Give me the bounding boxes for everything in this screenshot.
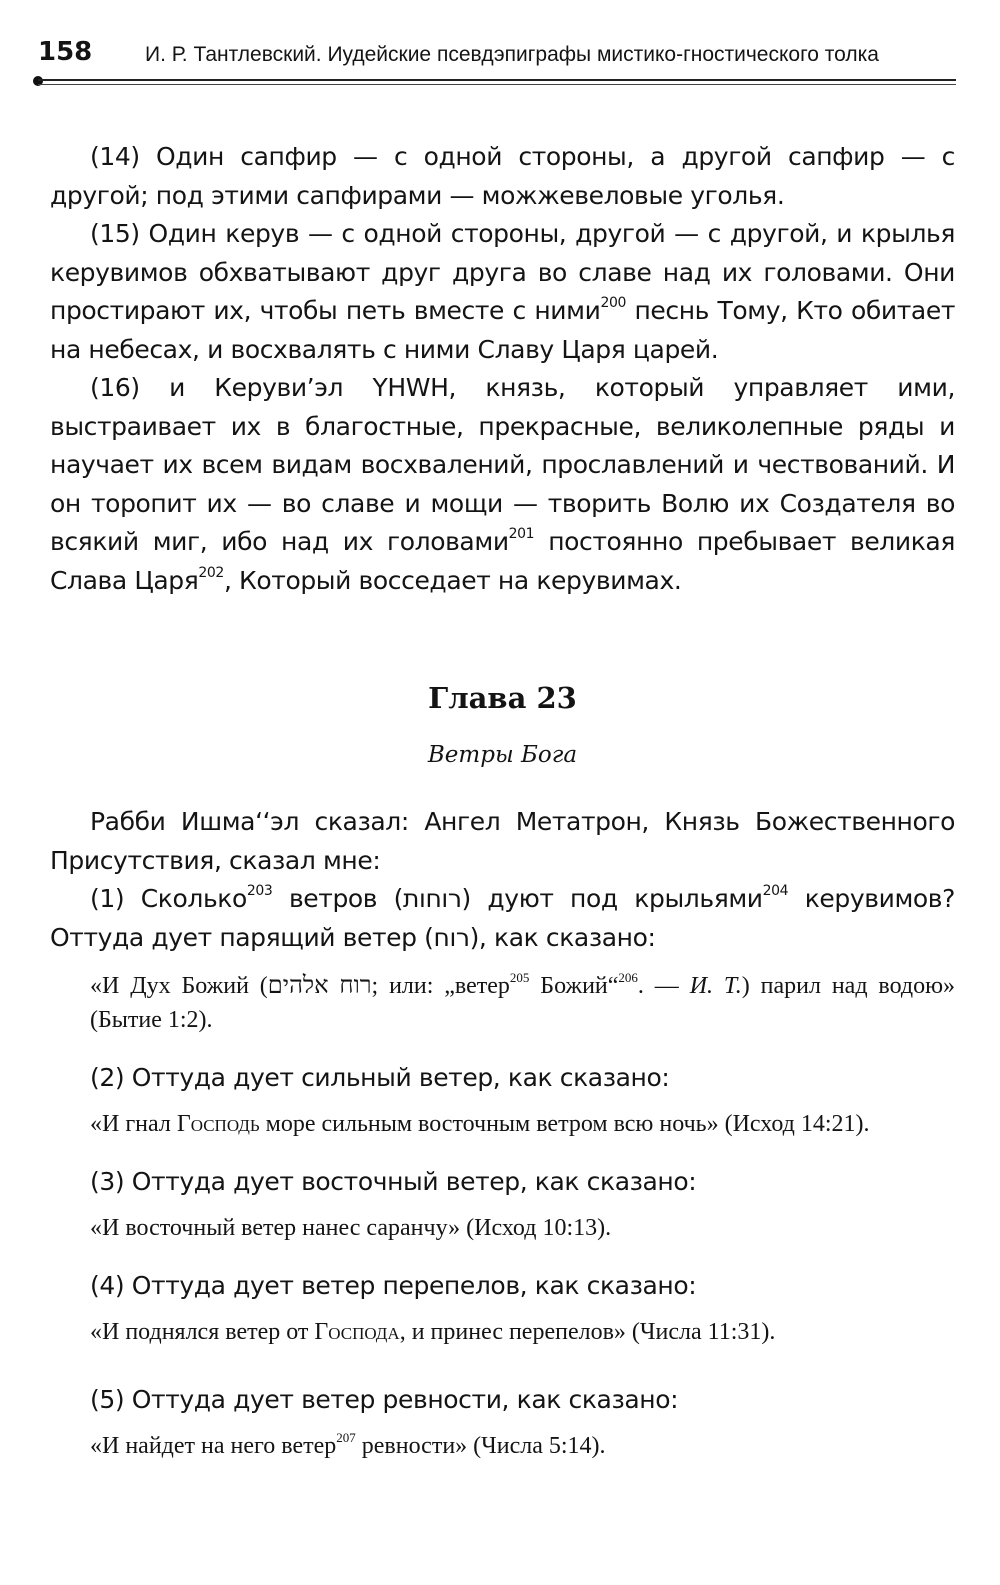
author-initials: И. Т. bbox=[689, 973, 742, 999]
quote-text: . — bbox=[637, 973, 690, 999]
footnote-ref[interactable]: 203 bbox=[246, 883, 273, 899]
paragraph-text: ветров (רוחות) дуют под крыльями bbox=[272, 884, 763, 913]
verse-5: (5) Оттуда дует ветер ревности, как сказано: bbox=[90, 1385, 679, 1414]
running-head: И. Р. Тантлевский. Иудейские псевдэпиграфы мистико-гностического толка bbox=[145, 43, 879, 66]
verse-3: (3) Оттуда дует восточный ветер, как сказано: bbox=[90, 1167, 697, 1196]
verse-1 bbox=[50, 880, 955, 957]
verse-2: (2) Оттуда дует сильный ветер, как сказано: bbox=[90, 1063, 670, 1092]
chapter-subtitle: Ветры Бога bbox=[427, 742, 578, 768]
header-rule-thin bbox=[38, 84, 956, 85]
quote-4 bbox=[50, 1315, 955, 1349]
paragraph-text: (16) и Керуви’эл YHWH, князь, который управляет ими, выстраивает их в благостные, прекрасные, великолепные ряды и научает их всем видам восхвалений, прославлений и чествований. И он торопит их — во славе и мощи — творить Волю их Создателя во всякий миг, ибо над их головами bbox=[50, 373, 955, 556]
quote-text: , и принес перепелов» (Числа 11:31). bbox=[399, 1319, 776, 1345]
paragraph-text: (1) Сколько bbox=[90, 884, 247, 913]
intro-paragraph bbox=[50, 803, 955, 880]
verse-4: (4) Оттуда дует ветер перепелов, как сказано: bbox=[90, 1271, 697, 1300]
header-rule bbox=[38, 79, 956, 81]
quote-text: ревности» (Числа 5:14). bbox=[355, 1433, 606, 1459]
footnote-ref[interactable]: 205 bbox=[509, 970, 530, 985]
paragraph-text: (15) Один керув — с одной стороны, другой — с другой, и крылья керувимов обхватывают друг друга во славе над их головами. Они простирают их, чтобы петь вместе с ними bbox=[50, 219, 955, 325]
page-number: 158 bbox=[38, 37, 93, 67]
paragraph-text: керувимов? Оттуда дует парящий ветер (רוח), как сказано: bbox=[50, 884, 955, 952]
quote-3: «И восточный ветер нанес саранчу» (Исход 10:13). bbox=[90, 1215, 612, 1241]
quote-1 bbox=[50, 969, 955, 1037]
quote-text: «И гнал bbox=[90, 1111, 177, 1137]
divine-name: Господа bbox=[314, 1319, 400, 1345]
paragraph-text: , Который восседает на керувимах. bbox=[223, 565, 682, 595]
footnote-ref[interactable]: 204 bbox=[762, 883, 789, 899]
paragraph-text: Рабби Ишма‘‘эл сказал: Ангел Метатрон, Князь Божественного Присутствия, сказал мне: bbox=[50, 807, 955, 875]
quote-5 bbox=[50, 1429, 955, 1463]
quote-2 bbox=[50, 1107, 955, 1141]
quote-text: «И Дух Божий (רוח אלהים; или: „ветер bbox=[90, 973, 510, 999]
footnote-ref[interactable]: 202 bbox=[198, 564, 224, 581]
paragraph-16 bbox=[50, 369, 955, 600]
quote-text: море сильным восточным ветром всю ночь» (Исход 14:21). bbox=[259, 1111, 870, 1137]
divine-name: Господь bbox=[176, 1111, 260, 1137]
quote-text: Божий“ bbox=[529, 973, 619, 999]
paragraph-15 bbox=[50, 215, 955, 369]
paragraph-14 bbox=[50, 138, 955, 215]
paragraph-text: постоянно пребывает великая Слава Царя bbox=[50, 527, 955, 595]
page-body bbox=[50, 138, 955, 1463]
footnote-ref[interactable]: 206 bbox=[618, 970, 638, 985]
chapter-title: Глава 23 bbox=[428, 681, 577, 715]
quote-text: «И поднялся ветер от bbox=[90, 1319, 315, 1345]
quote-text: ) парил над водою» (Бытие 1:2). bbox=[90, 973, 956, 1033]
footnote-ref[interactable]: 201 bbox=[508, 526, 535, 542]
paragraph-text: песнь Тому, Кто обитает на небесах, и восхвалять с ними Славу Царя царей. bbox=[50, 296, 955, 364]
page-header bbox=[38, 32, 958, 72]
footnote-ref[interactable]: 207 bbox=[336, 1430, 356, 1445]
paragraph-text: (14) Один сапфир — с одной стороны, а другой сапфир — с другой; под этими сапфирами — можжевеловые уголья. bbox=[50, 142, 955, 210]
footnote-ref[interactable]: 200 bbox=[600, 295, 626, 311]
quote-text: «И найдет на него ветер bbox=[90, 1433, 337, 1459]
